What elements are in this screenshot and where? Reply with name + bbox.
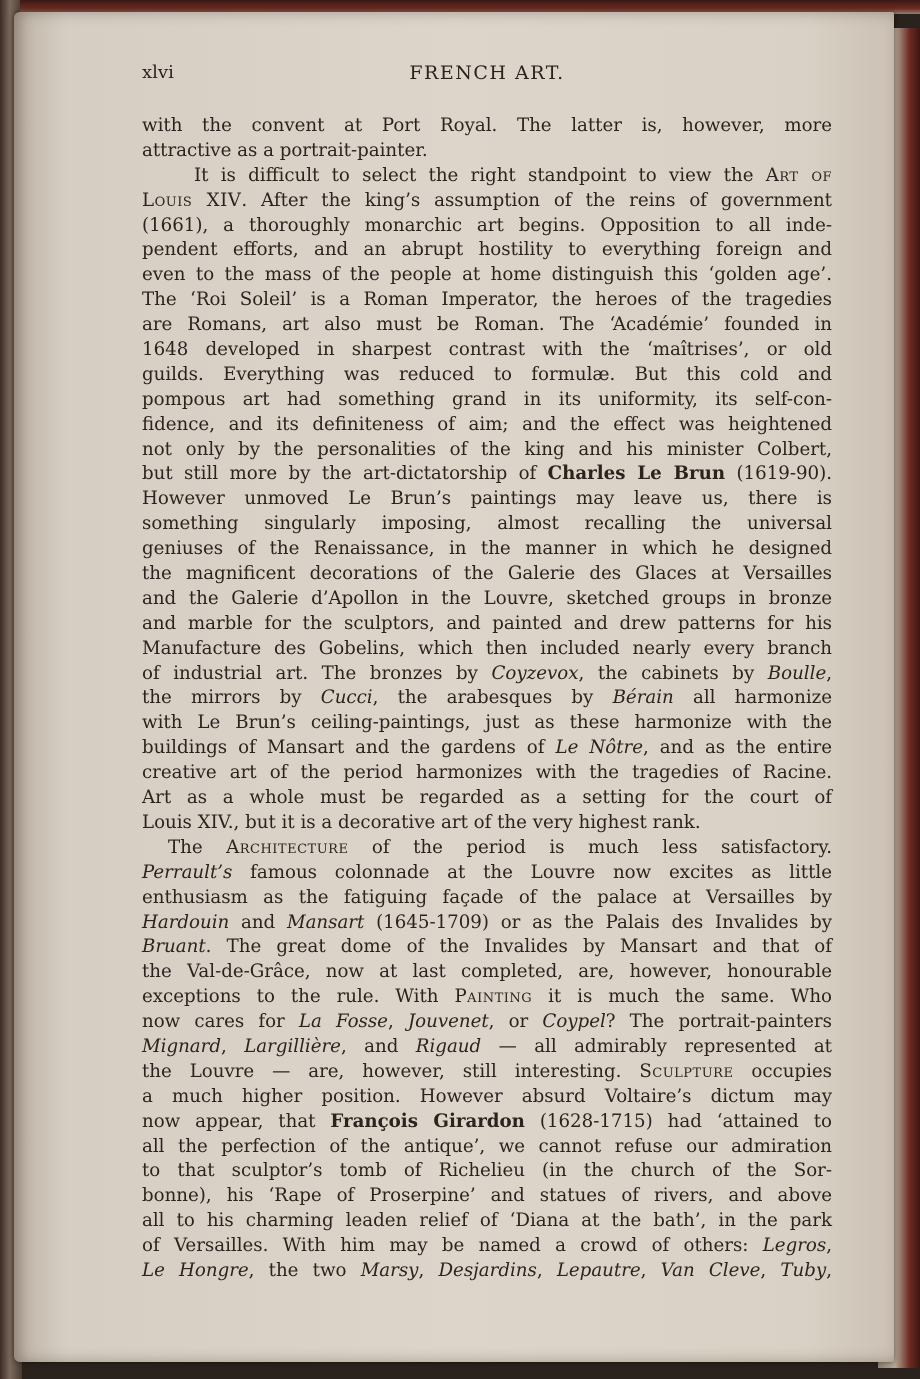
text-run: It is difficult to select the right standpoint to view the [194,164,766,186]
text-line [142,1259,832,1284]
text-run: fidence, and its definiteness of aim; and the effect was heightened [142,413,832,435]
text-run: 1648 developed in sharpest contrast with the ‘maîtrises’, or old [142,339,832,361]
text-line [142,1010,832,1035]
italic-name: Coypel [542,1011,606,1033]
text-line [142,736,832,761]
page-header [142,62,832,88]
text-run: The ‘Roi Soleil’ is a Roman Imperator, the heroes of the tragedies [142,289,832,311]
italic-name: Marsy [360,1259,419,1281]
italic-name: Coyzevox [491,662,579,684]
text-line [142,836,832,861]
text-line [142,562,832,587]
text-run: (1628-1715) had ‘attained to [524,1110,832,1132]
text-run: now cares for [142,1011,299,1033]
text-run: , the cabinets by [578,662,768,684]
text-run: , [826,1235,832,1257]
text-line [142,637,832,662]
text-line [142,662,832,687]
text-line [142,911,832,936]
text-run: , the two [248,1259,361,1281]
text-line [142,313,832,338]
text-line [142,786,832,811]
text-line [142,861,832,886]
text-run: occupies [733,1060,832,1082]
italic-name: Mansart [286,911,365,933]
text-run: . After the king’s assumption of the reins of government [241,189,832,211]
text-line [142,114,832,139]
text-line [142,189,832,214]
text-run: it is much the same. Who [532,986,832,1008]
text-run: attractive as a portrait-painter. [142,139,428,161]
text-run: — all admirably represented at [481,1035,832,1057]
italic-name: Legros [762,1235,827,1257]
text-line [142,214,832,239]
text-run: geniuses of the Renaissance, in the manner in which he designed [142,538,832,560]
text-run: something singularly imposing, almost recalling the universal [142,513,832,535]
text-run: all to his charming leaden relief of ‘Diana at the bath’, in the park [142,1210,832,1232]
text-run: of industrial art. The bronzes by [142,662,492,684]
text-line [142,1035,832,1060]
text-run: The [168,836,227,858]
text-run: (1661), a thoroughly monarchic art begins. Opposition to all inde- [142,214,832,236]
text-line [142,288,832,313]
text-line [142,935,832,960]
text-run: exceptions to the rule. With [142,986,455,1008]
text-run: , [760,1259,781,1281]
text-run: , [536,1259,557,1281]
text-line [142,512,832,537]
text-line [142,388,832,413]
text-run: the mirrors by [142,687,321,709]
italic-name: Le Nôtre [555,737,643,759]
text-run: but still more by the art-dictatorship of [142,463,548,485]
text-run: and marble for the sculptors, and painted and drew patterns for his [142,612,832,634]
text-run: . The great dome of the Invalides by Mansart and that of [205,936,832,958]
text-run: creative art of the period harmonizes with the tragedies of Racine. [142,762,832,784]
text-line [142,587,832,612]
text-line [142,1060,832,1085]
text-run: all the perfection of the antique’, we cannot refuse our admiration [142,1135,832,1157]
text-line [142,139,832,164]
text-run: , [220,1035,245,1057]
text-run: , [640,1259,661,1281]
text-run: Louis XIV., but it is a decorative art of the very highest rank. [142,811,701,833]
text-line [142,985,832,1010]
text-run: and [229,911,287,933]
text-run: buildings of Mansart and the gardens of [142,737,556,759]
text-line [142,413,832,438]
italic-name: Le Hongre [142,1259,249,1281]
text-line [142,238,832,263]
page-number: xlvi [142,62,174,83]
text-run: , [826,1259,832,1281]
text-line [142,686,832,711]
text-line [142,1110,832,1135]
text-run: all harmonize [673,687,832,709]
italic-name: Perrault’s [142,861,233,883]
text-run: even to the mass of the people at home distinguish this ‘golden age’. [142,264,832,286]
text-run: not only by the personalities of the king and his minister Colbert, [142,438,832,460]
text-line [142,338,832,363]
text-run: (1645-1709) or as the Palais des Invalides by [364,911,832,933]
italic-name: Largillière [244,1035,341,1057]
italic-name: Hardouin [142,911,230,933]
italic-name: Rigaud [415,1035,482,1057]
bold-name: Charles Le Brun [547,463,726,485]
italic-name: Lepautre [556,1259,641,1281]
text-line [142,487,832,512]
small-caps-term: Painting [454,986,533,1008]
text-line [142,711,832,736]
text-run: bonne), his ‘Rape of Proserpine’ and statues of rivers, and above [142,1185,832,1207]
running-title: FRENCH ART. [409,62,565,84]
text-run: famous colonnade at the Louvre now excites as little [232,861,832,883]
text-run: , [826,662,833,684]
italic-name: Bruant [142,936,206,958]
text-run: pendent efforts, and an abrupt hostility to everything foreign and [142,239,832,261]
text-line [142,811,832,836]
small-caps-term: Louis XIV [142,189,242,211]
text-run: of the period is much less satisfactory. [348,836,832,858]
text-run: , [387,1011,408,1033]
text-line [142,263,832,288]
italic-name: La Fosse [298,1011,388,1033]
text-run: , the arabesques by [372,687,613,709]
text-run: enthusiasm as the fatiguing façade of the palace at Versailles by [142,886,832,908]
italic-name: Tuby [780,1259,827,1281]
text-run: Art as a whole must be regarded as a setting for the court of [142,787,832,809]
text-line [142,1159,832,1184]
text-run: now appear, that [142,1110,331,1132]
text-run: However unmoved Le Brun’s paintings may leave us, there is [142,488,832,510]
text-line [142,537,832,562]
italic-name: Desjardins [438,1259,537,1281]
text-line [142,438,832,463]
text-run: a much higher position. However absurd Voltaire’s dictum may [142,1085,832,1107]
text-line [142,1135,832,1160]
text-line [142,1085,832,1110]
text-run: the Val-de-Grâce, now at last completed, are, however, honourable [142,961,832,983]
text-run: with the convent at Port Royal. The latter is, however, more [142,115,832,136]
small-caps-term: Architecture [226,836,349,858]
text-run: pompous art had something grand in its uniformity, its self-con- [142,388,832,410]
text-line [142,363,832,388]
italic-name: Bérain [612,687,674,709]
body-text [142,114,832,1284]
text-run: the magnificent decorations of the Galerie des Glaces at Versailles [142,563,832,585]
italic-name: Cucci [320,687,373,709]
text-run: , or [488,1011,543,1033]
text-run: to that sculptor’s tomb of Richelieu (in the church of the Sor- [142,1160,832,1182]
text-run: (1619-90). [725,463,832,485]
text-line [142,612,832,637]
bold-name: François Girardon [330,1110,525,1132]
text-run: and the Galerie d’Apollon in the Louvre, sketched groups in bronze [142,587,832,609]
text-run: are Romans, art also must be Roman. The ‘Académie’ founded in [142,314,832,336]
text-line [142,164,832,189]
text-run: , and [340,1035,416,1057]
text-run: guilds. Everything was reduced to formulæ. But this cold and [142,363,832,385]
italic-name: Jouvenet [407,1011,489,1033]
text-run: , [418,1259,439,1281]
text-run: , and as the entire [642,737,832,759]
italic-name: Boulle [767,662,827,684]
text-run: the Louvre — are, however, still interesting. [142,1060,640,1082]
italic-name: Van Cleve [660,1259,761,1281]
text-line [142,761,832,786]
text-run: with Le Brun’s ceiling-paintings, just as these harmonize with the [142,712,832,734]
text-line [142,886,832,911]
italic-name: Mignard [142,1035,221,1057]
text-line [142,960,832,985]
text-run: ? The portrait-painters [605,1011,832,1033]
text-run: Manufacture des Gobelins, which then included nearly every branch [142,637,832,659]
text-run: of Versailles. With him may be named a crowd of others: [142,1235,763,1257]
text-line [142,462,832,487]
text-line [142,1184,832,1209]
text-line [142,1209,832,1234]
text-line [142,1234,832,1259]
small-caps-term: Art of [765,164,833,186]
small-caps-term: Sculpture [639,1060,734,1082]
